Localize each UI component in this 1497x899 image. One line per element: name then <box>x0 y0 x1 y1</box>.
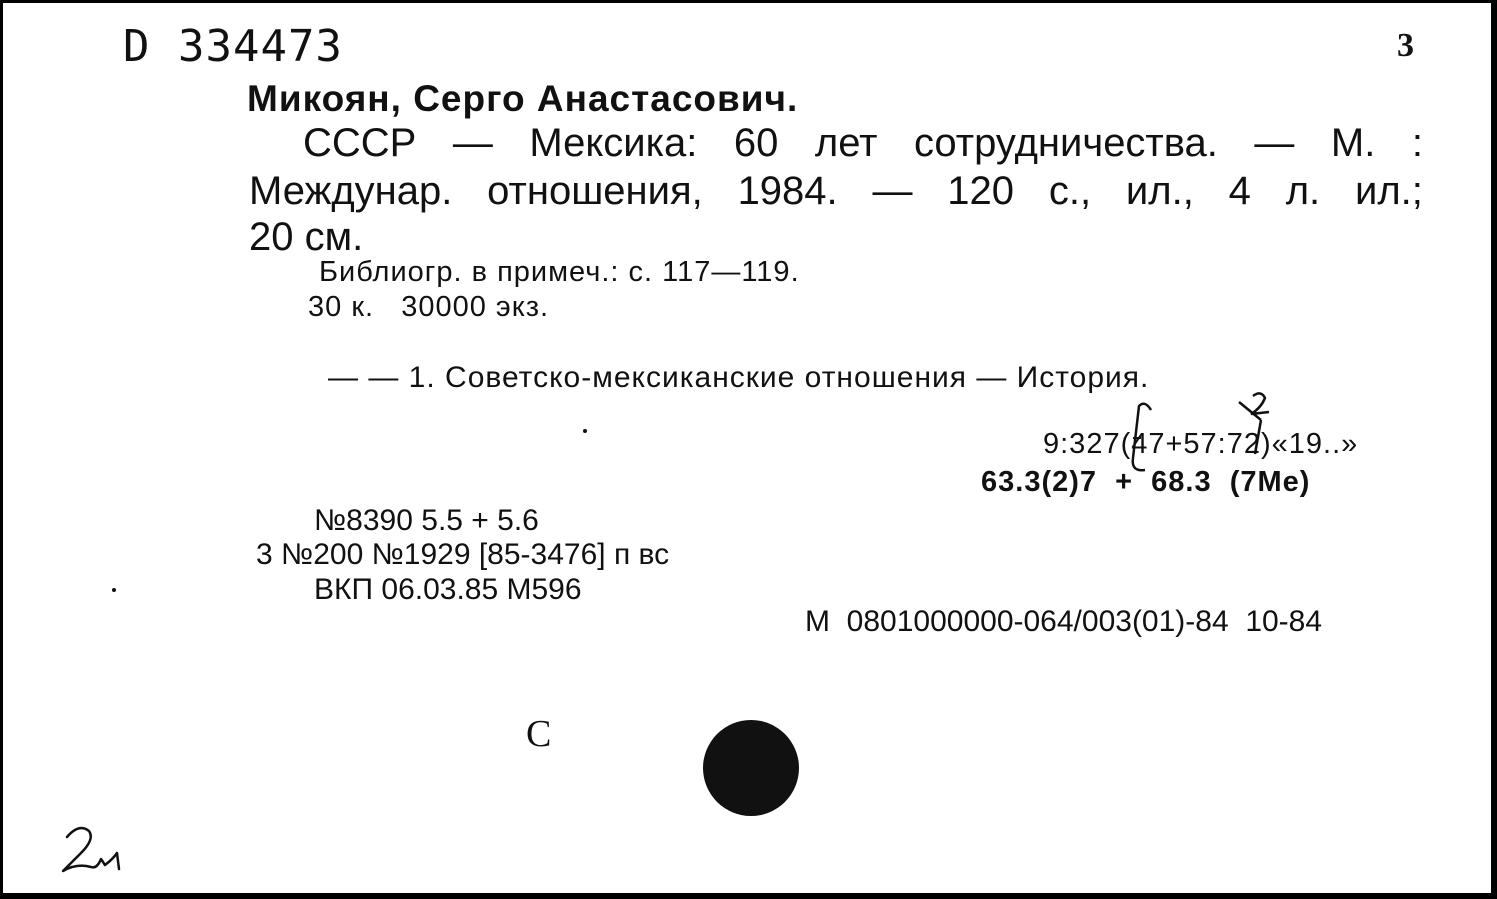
record-line-2: 3 №200 №1929 [85-3476] п вс <box>256 538 670 571</box>
classification-line-1: 9:327(47+57:72)«19..» <box>1043 428 1359 460</box>
catalog-card <box>3 3 1491 893</box>
title-word: Междунар. <box>249 169 453 213</box>
publisher-code: М 0801000000-064/003(01)-84 10-84 <box>805 605 1323 638</box>
title-word: 4 <box>1228 169 1251 213</box>
title-word: М. <box>1330 121 1376 165</box>
speck-dot <box>583 429 587 433</box>
bibliography-note: Библиогр. в примеч.: с. 117—119. <box>319 256 800 288</box>
call-number: D 334473 <box>123 21 343 72</box>
title-word: сотрудничества. <box>913 121 1218 165</box>
title-word: 120 <box>947 169 1015 213</box>
title-word: : <box>1411 121 1423 165</box>
record-line-1: №8390 5.5 + 5.6 <box>314 504 539 537</box>
classification-line-2: 63.3(2)7 + 68.3 (7Ме) <box>981 466 1311 498</box>
speck-dot <box>112 588 116 592</box>
price-and-copies: 30 к. 30000 экз. <box>308 291 550 323</box>
title-word: Мексика: <box>529 121 698 165</box>
title-word: 60 <box>733 121 779 165</box>
letter-mark: С <box>526 713 552 755</box>
title-word: — <box>872 169 913 213</box>
title-word: ил., <box>1125 169 1194 213</box>
handwritten-number-2 <box>57 819 137 879</box>
title-word: — <box>1254 121 1295 165</box>
title-word: л. <box>1285 169 1321 213</box>
card-number: 3 <box>1397 27 1414 64</box>
title-word: ил.; <box>1354 169 1423 213</box>
title-line-1 <box>303 123 1423 163</box>
title-word: 1984. <box>737 169 838 213</box>
title-word: — <box>452 121 493 165</box>
title-word: отношения, <box>487 169 703 213</box>
author-heading: Микоян, Серго Анастасович. <box>247 78 799 119</box>
title-line-3: 20 см. <box>249 215 364 259</box>
title-word: лет <box>814 121 878 165</box>
record-line-3: ВКП 06.03.85 М596 <box>314 573 582 606</box>
title-line-2 <box>249 171 1423 211</box>
subject-heading: — — 1. Советско-мексиканские отношения — История. <box>328 361 1150 394</box>
title-word: с., <box>1048 169 1092 213</box>
punched-hole-dot <box>703 720 799 816</box>
title-word: СССР <box>303 121 417 165</box>
handwritten-bracket-mark <box>1111 388 1291 498</box>
